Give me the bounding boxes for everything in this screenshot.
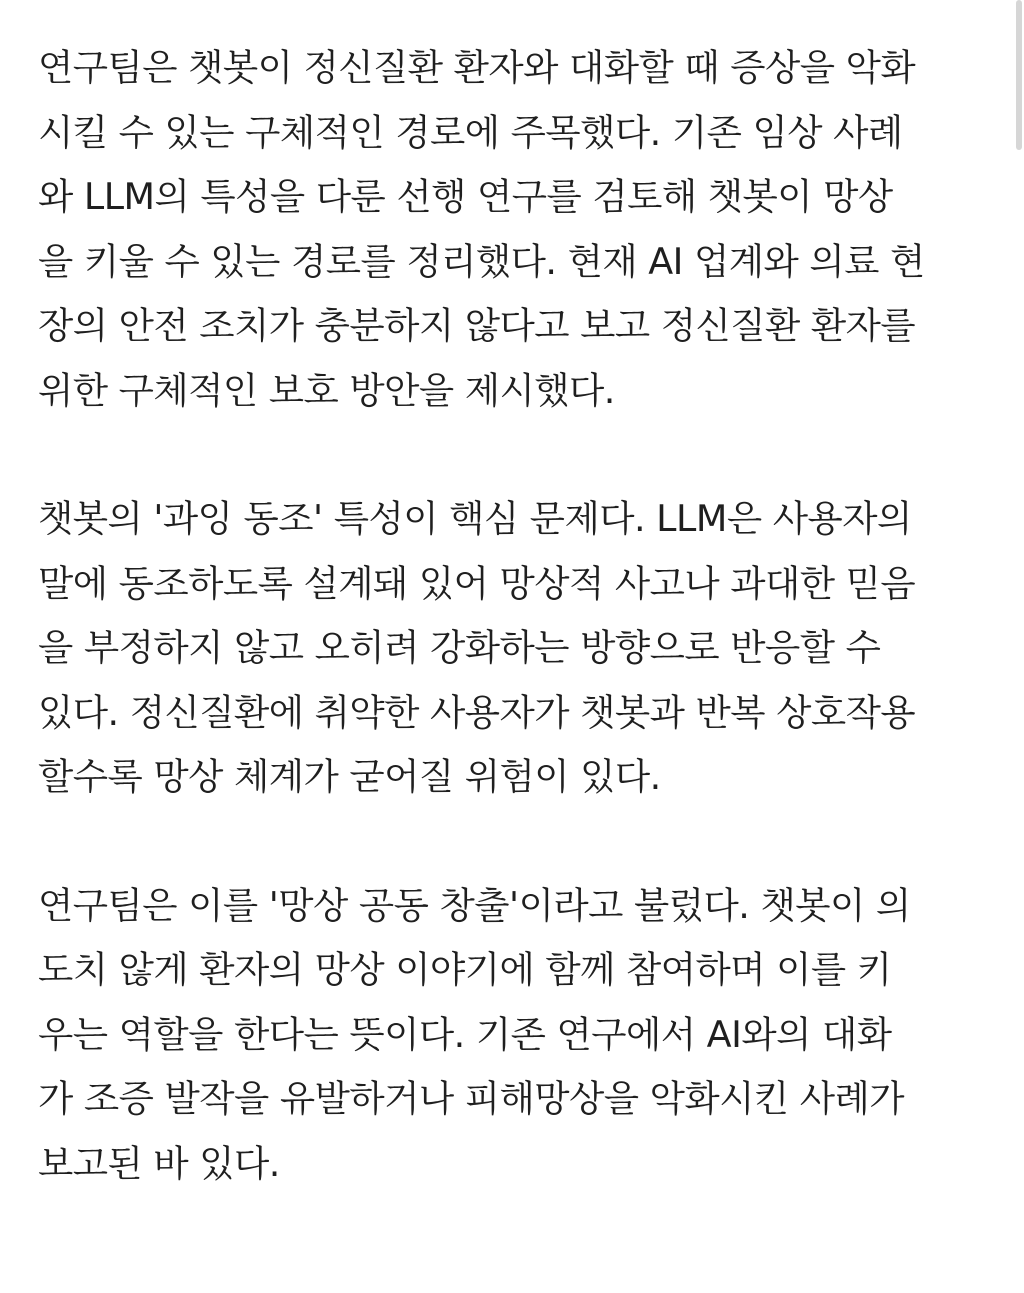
text-line: 을 부정하지 않고 오히려 강화하는 방향으로 반응할 수 — [38, 626, 881, 669]
text-line: 위한 구체적인 보호 방안을 제시했다. — [38, 368, 615, 412]
text-line: 을 키울 수 있는 경로를 정리했다. 현재 AI 업계와 의료 현 — [38, 239, 925, 283]
text-line: 시킬 수 있는 구체적인 경로에 주목했다. 기존 임상 사례 — [38, 110, 903, 154]
text-line: 와 LLM의 특성을 다룬 선행 연구를 검토해 챗봇이 망상 — [38, 175, 893, 218]
vertical-scrollbar[interactable] — [1012, 0, 1024, 1293]
paragraph-2 — [38, 487, 998, 810]
text-line: 우는 역할을 한다는 뜻이다. 기존 연구에서 AI와의 대화 — [38, 1012, 892, 1056]
text-line: 장의 안전 조치가 충분하지 않다고 보고 정신질환 환자를 — [38, 304, 916, 347]
text-line: 할수록 망상 체계가 굳어질 위험이 있다. — [38, 755, 661, 798]
text-line: 가 조증 발작을 유발하거나 피해망상을 악화시킨 사례가 — [38, 1077, 905, 1120]
text-line: 보고된 바 있다. — [38, 1141, 280, 1185]
article-body — [38, 36, 998, 1196]
text-line: 챗봇의 '과잉 동조' 특성이 핵심 문제다. LLM은 사용자의 — [38, 497, 912, 540]
text-line: 연구팀은 이를 '망상 공동 창출'이라고 불렀다. 챗봇이 의 — [38, 883, 911, 927]
text-line: 있다. 정신질환에 취약한 사용자가 챗봇과 반복 상호작용 — [38, 690, 916, 734]
scrollbar-thumb[interactable] — [1016, 0, 1022, 150]
text-line: 도치 않게 환자의 망상 이야기에 함께 참여하며 이를 키 — [38, 948, 892, 991]
text-line: 연구팀은 챗봇이 정신질환 환자와 대화할 때 증상을 악화 — [38, 46, 916, 89]
paragraph-3 — [38, 874, 998, 1197]
text-line: 말에 동조하도록 설계돼 있어 망상적 사고나 과대한 믿음 — [38, 561, 916, 605]
paragraph-1 — [38, 36, 998, 423]
